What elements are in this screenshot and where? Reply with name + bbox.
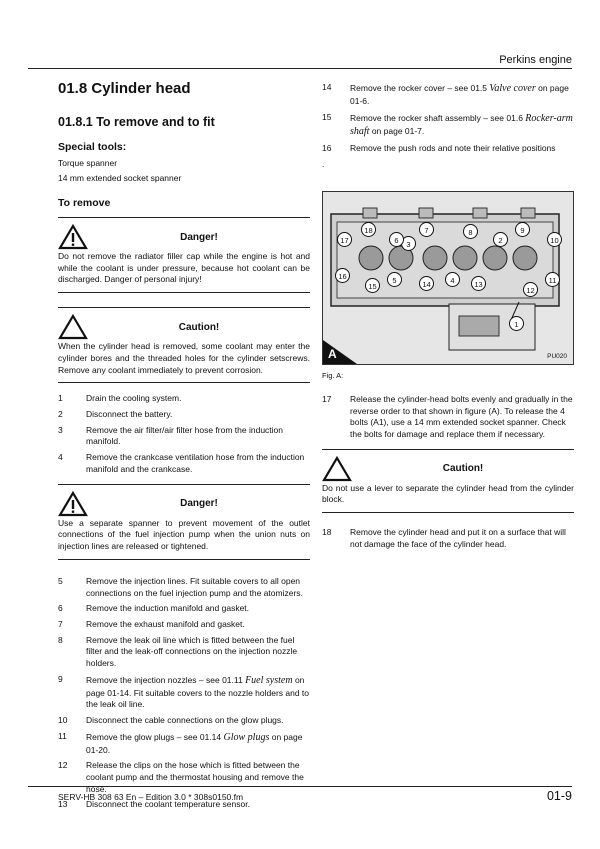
danger-box (58, 484, 310, 560)
list-item: 12 Release the clips on the hose which is fitted between the coolant pump and the thermostat housing and remove the hose. (58, 760, 304, 794)
caution-triangle-icon (58, 314, 88, 340)
callout-4: 4 (445, 272, 460, 287)
list-item: 9 Remove the injection nozzles – see 01.11 Fuel system on page 01-14. Fit suitable covers to the nozzle holders and to the leak oil line. (58, 673, 310, 710)
header-text: Perkins engine (499, 54, 572, 66)
steps-list-c (322, 82, 574, 155)
danger-box (58, 217, 310, 293)
list-item: 14 Remove the rocker cover – see 01.5 Valve cover on page 01-6. (322, 82, 569, 106)
list-item: 8 Remove the leak oil line which is fitted between the fuel filter and the leak-off connections on the injection nozzle holders. (58, 634, 298, 669)
callout-1: 1 (509, 316, 524, 331)
list-item: 6 Remove the induction manifold and gasket. (58, 603, 250, 614)
callout-12: 12 (523, 282, 538, 297)
callout-2: 2 (493, 232, 508, 247)
callout-14: 14 (419, 276, 434, 291)
list-item: 2 Disconnect the battery. (58, 409, 173, 420)
steps-list-d (322, 394, 574, 441)
callout-7: 7 (419, 222, 434, 237)
cylinder-head-figure (322, 191, 574, 365)
callout-6: 6 (389, 232, 404, 247)
callout-18: 18 (361, 222, 376, 237)
steps-list-e (322, 527, 574, 550)
page-number: 01-9 (546, 789, 572, 803)
warning-title: Danger! (180, 498, 218, 510)
warning-triangle-icon (58, 491, 88, 517)
list-item: 18 Remove the cylinder head and put it on a surface that will not damage the face of the cylinder head. (322, 527, 566, 549)
callout-16: 16 (335, 268, 350, 283)
callout-15: 15 (365, 278, 380, 293)
caution-title: Caution! (178, 321, 220, 333)
left-column (58, 80, 310, 815)
to-remove-heading: To remove (58, 197, 111, 209)
steps-list-b (58, 576, 310, 811)
cross-reference: Glow plugs (223, 731, 270, 743)
list-item: 4 Remove the crankcase ventilation hose from the induction manifold and the crankcase. (58, 452, 305, 474)
section-subtitle: 01.8.1 To remove and to fit (58, 115, 215, 129)
list-item: 10 Disconnect the cable connections on the glow plugs. (58, 715, 284, 726)
special-tools-heading: Special tools: (58, 141, 127, 153)
figure-caption: Fig. A: (322, 370, 344, 380)
stray-dot: . (322, 158, 325, 169)
callout-13: 13 (471, 276, 486, 291)
figure-letter: A (328, 346, 337, 361)
right-column (322, 80, 574, 555)
header-rule (28, 68, 572, 69)
warning-triangle-icon (58, 224, 88, 250)
section-title: 01.8 Cylinder head (58, 80, 191, 97)
cross-reference: Fuel system (245, 674, 293, 686)
list-item: 5 Remove the injection lines. Fit suitable covers to all open connections on the fuel injection pump and the atomizers. (58, 575, 303, 598)
cross-reference: Valve cover (489, 83, 536, 94)
tool-item: Torque spanner (58, 158, 118, 168)
caution-text: When the cylinder head is removed, some coolant may enter the cylinder bores and the threaded holes for the cylinder setscrews. Remove any coolant immediately to prevent corrosion. (58, 341, 310, 383)
list-item: 1 Drain the cooling system. (58, 393, 182, 404)
cross-reference: Rocker-arm shaft (350, 112, 573, 138)
callout-10: 10 (547, 232, 562, 247)
warning-text: Do not remove the radiator filler cap while the engine is hot and while the coolant is under pressure, because hot coolant can be discharged. Danger of personal injury! (58, 251, 310, 293)
footer-left: SERV-HB 308 63 En – Edition 3.0 * 308s0150.fm (58, 792, 244, 802)
caution-box (58, 307, 310, 383)
tool-item: 14 mm extended socket spanner (58, 173, 182, 183)
list-item: 13 Disconnect the coolant temperature sensor. (58, 799, 250, 810)
footer-rule (28, 786, 572, 787)
figure-code: PU020 (547, 352, 567, 360)
caution-triangle-icon (322, 456, 352, 482)
callout-8: 8 (463, 224, 478, 239)
callout-11: 11 (545, 272, 560, 287)
callout-5: 5 (387, 272, 402, 287)
caution-title: Caution! (442, 463, 484, 475)
caution-text: Do not use a lever to separate the cylinder head from the cylinder block. (322, 483, 574, 513)
steps-list-a (58, 393, 310, 475)
list-item: 15 Remove the rocker shaft assembly – see 01.6 Rocker-arm shaft on page 01-7. (322, 111, 573, 138)
list-item: 3 Remove the air filter/air filter hose from the induction manifold. (58, 424, 284, 447)
list-item: 17 Release the cylinder-head bolts evenly and gradually in the reverse order to that shown in figure (A). To release the 4 bolts (A1), use a 14 mm extended socket spanner. Check the bolts for damage and replace them if necessary. (322, 393, 573, 439)
warning-title: Danger! (180, 231, 218, 243)
list-item: 7 Remove the exhaust manifold and gasket. (58, 618, 245, 629)
list-item: 16 Remove the push rods and note their relative positions (322, 143, 556, 154)
callout-17: 17 (337, 232, 352, 247)
caution-box (322, 449, 574, 513)
callout-3: 3 (401, 236, 416, 251)
list-item: 11 Remove the glow plugs – see 01.14 Glow plugs on page 01-20. (58, 730, 303, 755)
warning-text: Use a separate spanner to prevent movement of the outlet connections of the fuel injection pump when the union nuts on injection lines are released or tightened. (58, 518, 310, 560)
callout-9: 9 (515, 222, 530, 237)
